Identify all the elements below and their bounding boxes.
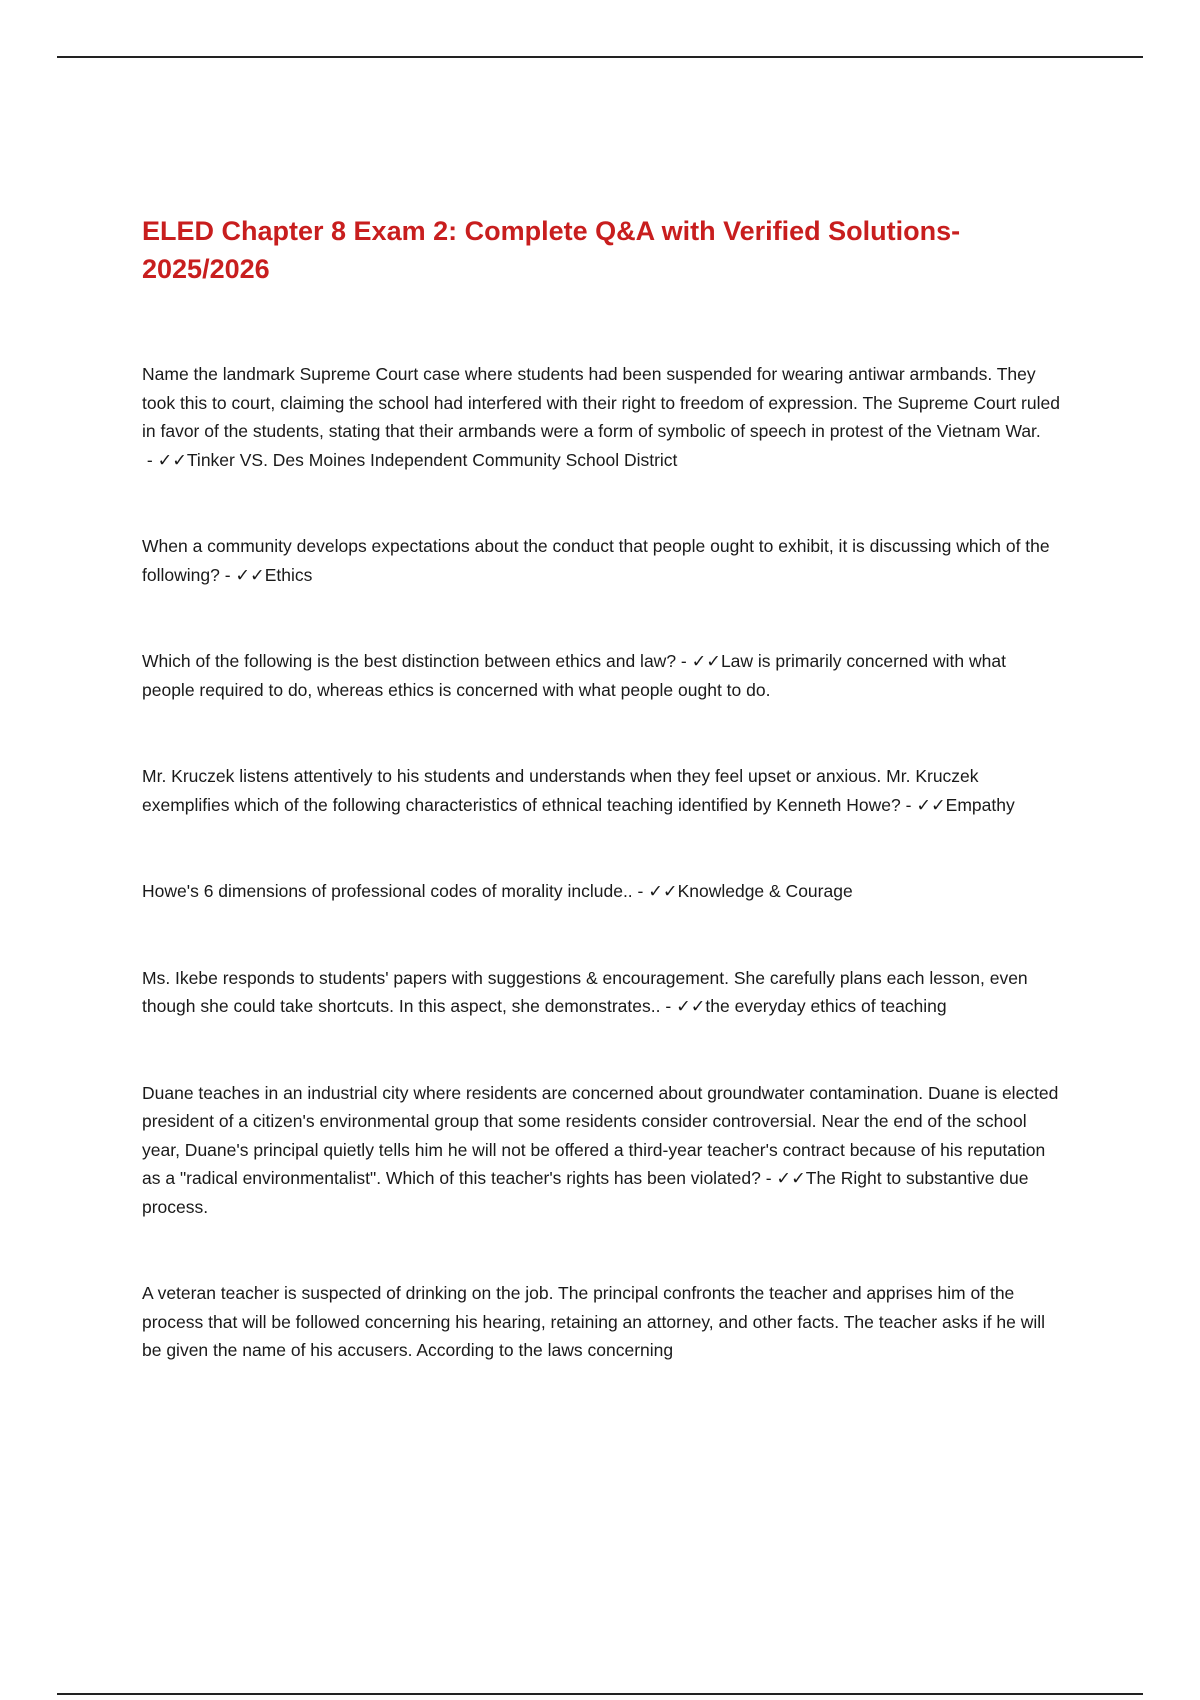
check-mark-icon: ✓✓ [235, 564, 265, 585]
qa-item [142, 964, 1062, 1021]
qa-item [142, 532, 1062, 589]
check-mark-icon: ✓✓ [157, 449, 187, 470]
check-mark-icon: ✓✓ [691, 651, 721, 671]
trailing-question-text: A veteran teacher is suspected of drinking on the job. The principal confronts the teacher and apprises him of the process that will be followed concerning his hearing, retaining an attorney, and other facts. The teacher asks if he will be given the name of his accusers. According to the laws concerning [142, 1283, 1046, 1360]
qa-item [142, 1079, 1062, 1222]
answer-text: Knowledge & Courage [677, 881, 853, 901]
question-text: When a community develops expectations about the conduct that people ought to exhibit, it is discussing which of the following? [142, 536, 1050, 585]
answer-text: The Right to substantive due process. [142, 1168, 1029, 1217]
answer-separator: - [660, 996, 677, 1016]
question-text: Which of the following is the best distinction between ethics and law? [142, 651, 677, 671]
bottom-rule [57, 1693, 1143, 1695]
document-title: ELED Chapter 8 Exam 2: Complete Q&A with Verified Solutions-2025/2026 [142, 216, 961, 284]
check-mark-icon: ✓✓ [648, 881, 678, 901]
qa-list [142, 360, 1062, 1365]
question-text: Duane teaches in an industrial city where residents are concerned about groundwater contamination. Duane is elected president of a citizen's environmental group that some residents consider controversial. Near the end of the school year, Duane's principal quietly tells him he will not be offered a third-year teacher's contract because of his reputation as a "radical environmentalist". Which of this teacher's rights has been violated? [142, 1082, 1059, 1188]
check-mark-icon: ✓✓ [676, 996, 706, 1016]
question-text: Howe's 6 dimensions of professional codes of morality include.. [142, 881, 633, 901]
document-body [142, 212, 1062, 1423]
qa-item [142, 877, 1062, 906]
answer-separator: - [219, 564, 236, 585]
qa-item [142, 762, 1062, 819]
answer-text: Ethics [264, 564, 313, 585]
top-rule [57, 56, 1143, 58]
answer-separator: - [900, 794, 917, 815]
question-text: Name the landmark Supreme Court case where students had been suspended for wearing antiwar armbands. They took this to court, claiming the school had interfered with their right to freedom of expression. The Supreme Court ruled in favor of the students, stating that their armbands were a form of symbolic of speech in protest of the Vietnam War. [142, 364, 1060, 441]
answer-separator: - [632, 881, 649, 901]
answer-separator: - [142, 449, 158, 470]
check-mark-icon: ✓✓ [776, 1168, 806, 1188]
answer-text: the everyday ethics of teaching [705, 996, 947, 1016]
question-text: Ms. Ikebe responds to students' papers with suggestions & encouragement. She carefully plans each lesson, even though she could take shortcuts. In this aspect, she demonstrates.. [142, 967, 1028, 1016]
qa-item [142, 647, 1062, 704]
answer-separator: - [760, 1168, 777, 1188]
answer-text: Empathy [945, 794, 1015, 815]
check-mark-icon: ✓✓ [916, 794, 946, 815]
question-text: Mr. Kruczek listens attentively to his students and understands when they feel upset or anxious. Mr. Kruczek exemplifies which of the following characteristics of ethnical teaching identified by Kenneth Howe? [142, 766, 979, 815]
answer-text: Tinker VS. Des Moines Independent Community School District [186, 449, 678, 470]
qa-item [142, 360, 1062, 474]
answer-text: Law is primarily concerned with what people required to do, whereas ethics is concerned with what people ought to do. [142, 651, 1006, 700]
answer-separator: - [676, 651, 692, 671]
